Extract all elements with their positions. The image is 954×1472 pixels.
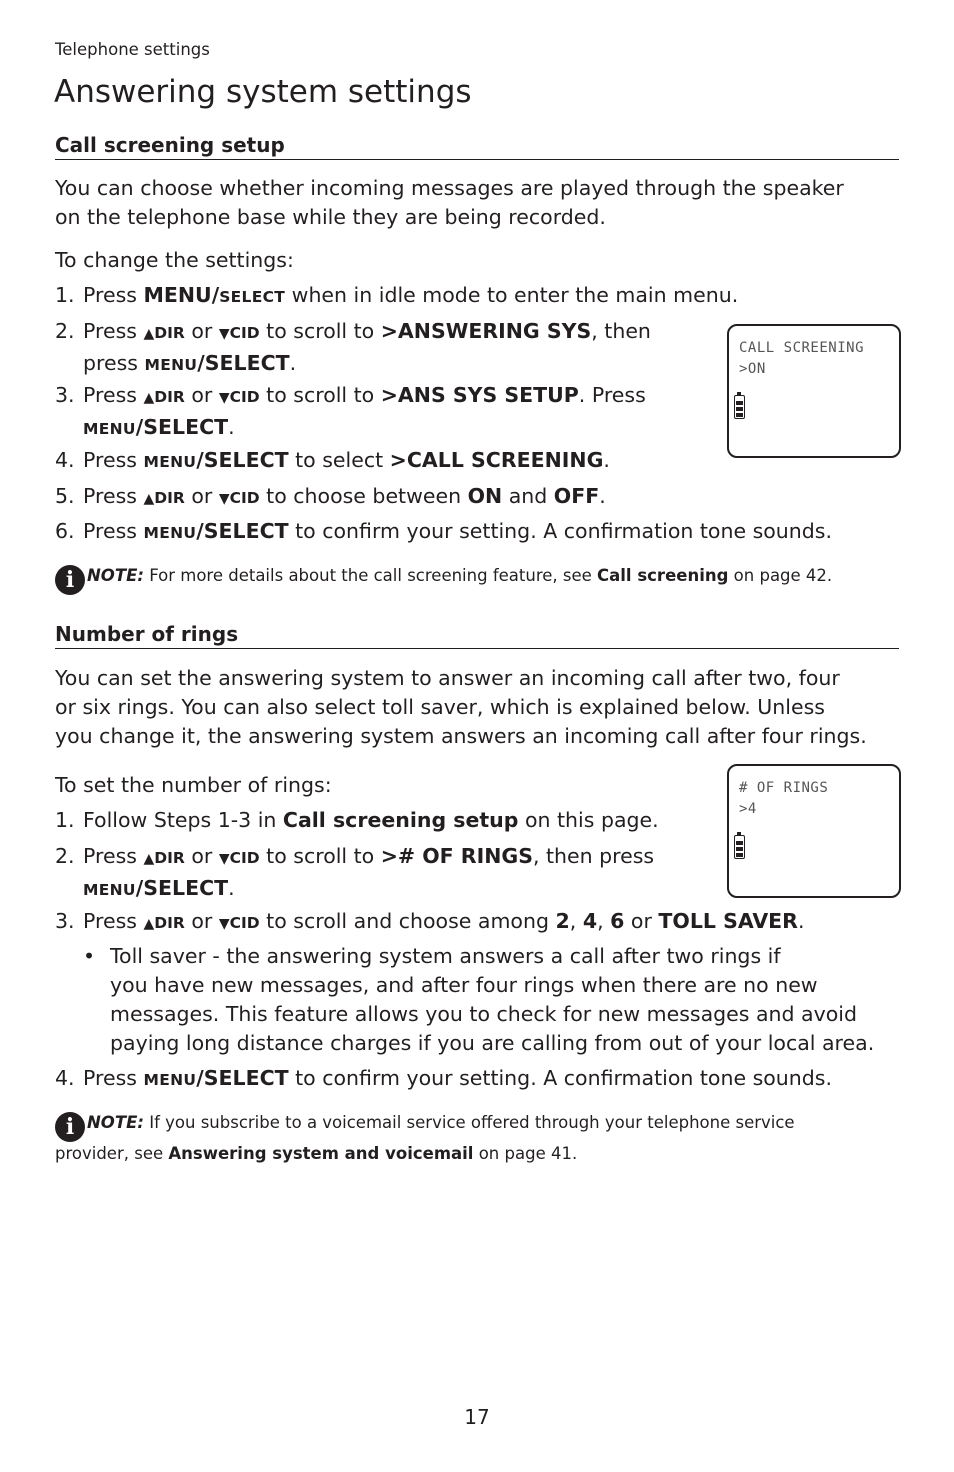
- call-screening-lead: To change the settings:: [55, 248, 294, 272]
- rings-step-1: 1. Follow Steps 1-3 in Call screening setup on this page.: [55, 808, 659, 832]
- cs-step-1: 1. Press MENU/SELECT when in idle mode to enter the main menu.: [55, 283, 739, 307]
- toll-saver-bullet: • Toll saver - the answering system answers a call after two rings if you have new messages, and after four rings when there are no new messages. This feature allows you to check for new messages and avoid paying long distance charges if you are calling from out of your local area.: [83, 944, 875, 1055]
- triangle-down-icon: ▼: [218, 390, 230, 406]
- triangle-up-icon: ▲: [143, 491, 155, 507]
- bullet-icon: •: [83, 944, 96, 968]
- section-heading-number-of-rings: Number of rings: [55, 622, 899, 649]
- info-icon: i: [55, 1112, 85, 1142]
- page-title: Answering system settings: [54, 74, 472, 110]
- cs-step-5: 5. Press ▲DIR or ▼CID to choose between ON and OFF.: [55, 484, 606, 508]
- page-number: 17: [464, 1405, 490, 1429]
- lcd-display-number-of-rings: [727, 764, 901, 898]
- battery-icon: [734, 395, 745, 419]
- triangle-down-icon: ▼: [218, 326, 230, 342]
- call-screening-note: i NOTE: For more details about the call screening feature, see Call screening on page 42.: [55, 564, 905, 595]
- rings-intro: You can set the answering system to answer an incoming call after two, four or six rings. You can also select toll saver, which is explained below. Unless you change it, the answering system answers an incoming call after four rings.: [55, 666, 867, 748]
- running-head: Telephone settings: [55, 40, 210, 59]
- triangle-up-icon: ▲: [143, 916, 155, 932]
- triangle-down-icon: ▼: [218, 491, 230, 507]
- cs-step-2: 2. Press ▲DIR or ▼CID to scroll to >ANSWERING SYS, then press MENU/SELECT.: [55, 319, 651, 375]
- lcd-display-call-screening: [727, 324, 901, 458]
- cs-step-3: 3. Press ▲DIR or ▼CID to scroll to >ANS SYS SETUP. Press MENU/SELECT.: [55, 383, 646, 439]
- cs-step-6: 6. Press MENU/SELECT to confirm your setting. A confirmation tone sounds.: [55, 519, 832, 543]
- battery-icon: [734, 835, 745, 859]
- section-heading-call-screening: Call screening setup: [55, 133, 899, 160]
- rings-step-4: 4. Press MENU/SELECT to confirm your setting. A confirmation tone sounds.: [55, 1066, 832, 1090]
- triangle-up-icon: ▲: [143, 851, 155, 867]
- cs-step-4: 4. Press MENU/SELECT to select >CALL SCREENING.: [55, 448, 610, 472]
- rings-lead: To set the number of rings:: [55, 773, 332, 797]
- lcd-line-1: CALL SCREENING: [739, 340, 865, 356]
- lcd-line-1: # OF RINGS: [739, 780, 829, 796]
- lcd-line-2: >4: [739, 801, 757, 817]
- triangle-down-icon: ▼: [218, 916, 230, 932]
- triangle-up-icon: ▲: [143, 390, 155, 406]
- info-icon: i: [55, 565, 85, 595]
- rings-note: i NOTE: If you subscribe to a voicemail service offered through your telephone service provider, see Answering system and voicemail on page 41.: [55, 1113, 795, 1163]
- lcd-line-2: >ON: [739, 361, 766, 377]
- rings-step-2: 2. Press ▲DIR or ▼CID to scroll to ># OF RINGS, then press MENU/SELECT.: [55, 844, 655, 900]
- rings-step-3: 3. Press ▲DIR or ▼CID to scroll and choose among 2, 4, 6 or TOLL SAVER.: [55, 909, 805, 933]
- call-screening-intro: You can choose whether incoming messages are played through the speaker on the telephone base while they are being recorded.: [55, 176, 844, 229]
- triangle-up-icon: ▲: [143, 326, 155, 342]
- triangle-down-icon: ▼: [218, 851, 230, 867]
